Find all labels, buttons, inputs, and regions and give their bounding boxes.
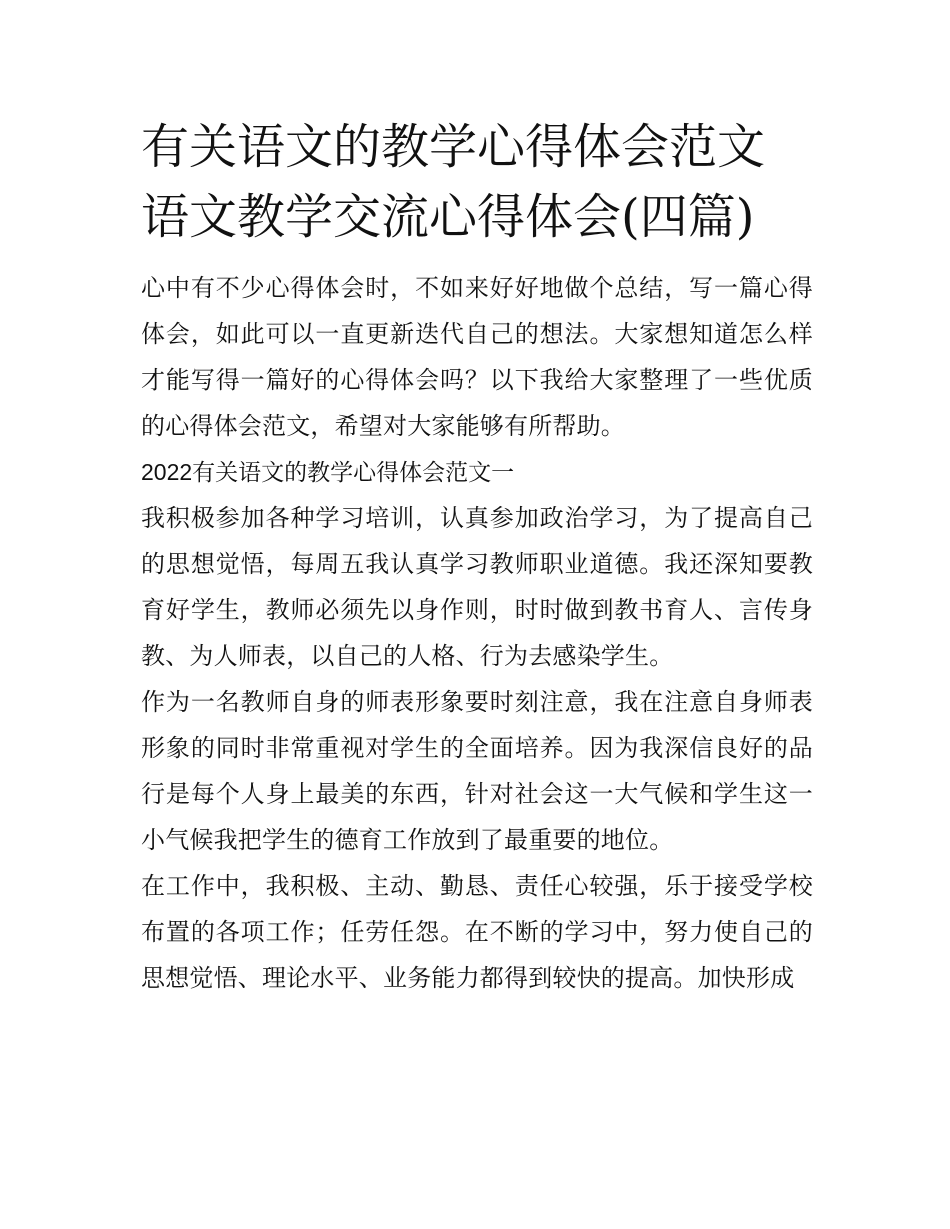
- title-line-1: 有关语文的教学心得体会范文: [141, 119, 766, 175]
- section-heading: 2022有关语文的教学心得体会范文一: [141, 459, 515, 485]
- body-paragraph-2: 作为一名教师自身的师表形象要时刻注意，我在注意自身师表形象的同时非常重视对学生的全面培养。因为我深信良好的品行是每个人身上最美的东西，针对社会这一大气候和学生这一小气候我把学生的德育工作放到了最重要的地位。: [141, 688, 813, 854]
- intro-paragraph: 心中有不少心得体会时，不如来好好地做个总结，写一篇心得体会，如此可以一直更新迭代自己的想法。大家想知道怎么样才能写得一篇好的心得体会吗？以下我给大家整理了一些优质的心得体会范文，希望对大家能够有所帮助。: [141, 274, 813, 440]
- document-title: [141, 112, 813, 252]
- document-page: [141, 112, 813, 1001]
- body-paragraph-1: 我积极参加各种学习培训，认真参加政治学习，为了提高自己的思想觉悟，每周五我认真学习教师职业道德。我还深知要教育好学生，教师必须先以身作则，时时做到教书育人、言传身教、为人师表，以自己的人格、行为去感染学生。: [141, 504, 813, 670]
- title-line-2: 语文教学交流心得体会(四篇): [141, 189, 755, 245]
- body-paragraph-3: 在工作中，我积极、主动、勤恳、责任心较强，乐于接受学校布置的各项工作；任劳任怨。在不断的学习中，努力使自己的思想觉悟、理论水平、业务能力都得到较快的提高。加快形成: [141, 872, 813, 992]
